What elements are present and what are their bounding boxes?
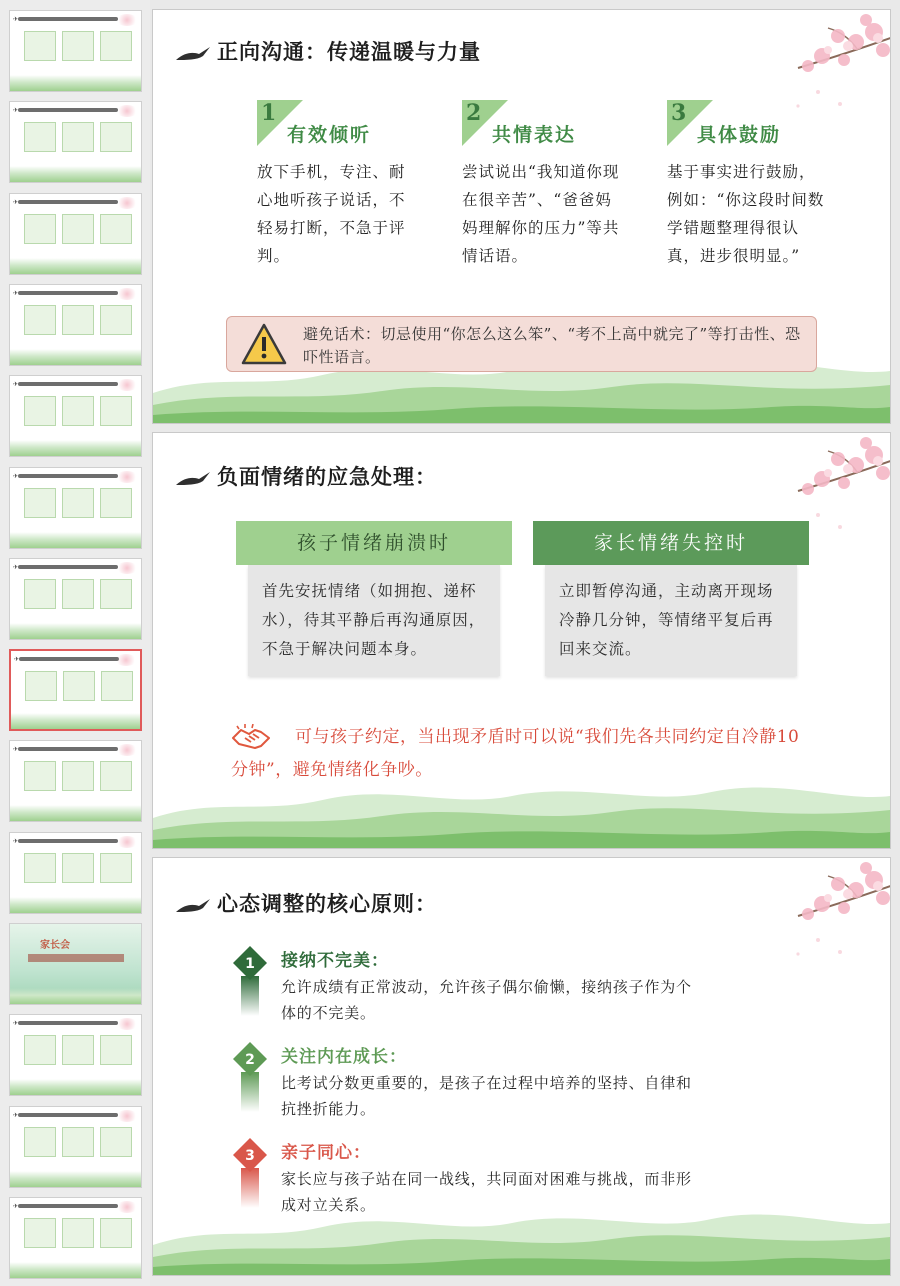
thumbnail-block [62,488,94,518]
blossom-decoration [116,471,138,483]
thumbnail-block [100,579,132,609]
principle-title: 接纳不完美： [281,951,389,971]
swallow-icon: ✈ [13,1020,19,1027]
cherry-blossom-decoration [778,9,891,116]
thumbnail-block [62,761,94,791]
slide-thumbnail[interactable] [9,740,142,822]
hills-decoration [10,532,141,548]
thumbnail-title-bar [18,382,118,386]
swallow-icon: ✈ [13,381,19,388]
principle-text: 比考试分数更重要的，是孩子在过程中培养的坚持、自律和抗挫折能力。 [281,1074,692,1118]
thumbnail-block [100,396,132,426]
hills-decoration [10,897,141,913]
number-badge-icon [233,1138,267,1208]
slide-title [175,36,481,66]
thumbnail-block [24,396,56,426]
swallow-icon: ✈ [13,564,19,571]
column-text: 尝试说出“我知道你现在很辛苦”、“爸爸妈妈理解你的压力”等共情话语。 [462,163,620,265]
blossom-decoration [116,197,138,209]
number-label: 2 [466,100,482,126]
thumbnail-title-bar [18,474,118,478]
slide-thumbnail[interactable] [9,1014,142,1096]
hills-decoration [10,166,141,182]
slide-thumbnail[interactable] [9,10,142,92]
slide-thumbnail[interactable] [9,832,142,914]
slide-thumbnail[interactable] [9,558,142,640]
agreement-tip [231,721,811,787]
principle-text: 家长应与孩子站在同一战线，共同面对困难与挑战，而非形成对立关系。 [281,1170,692,1214]
slide-thumbnail[interactable] [9,467,142,549]
thumbnail-block [24,853,56,883]
tip-text: 可与孩子约定，当出现矛盾时可以说“我们先各共同约定自冷静10分钟”，避免情绪化争吵。 [231,727,800,780]
swallow-icon: ✈ [13,838,19,845]
column-title: 共情表达 [492,124,577,146]
thumbnail-block [100,853,132,883]
thumbnail-block [25,671,57,701]
thumbnail-block [100,1218,132,1248]
thumbnail-block [62,579,94,609]
number-badge-icon [233,946,267,1016]
thumbnail-block [100,122,132,152]
swallow-icon: ✈ [14,656,20,663]
thumbnail-block [24,305,56,335]
slide-thumbnail-panel [0,0,150,1286]
cherry-blossom-decoration [778,857,891,964]
blossom-decoration [116,836,138,848]
slide-thumbnail[interactable] [9,1197,142,1279]
thumbnail-title: 家长会 [40,940,70,951]
swallow-icon: ✈ [13,746,19,753]
swallow-icon [175,44,211,64]
blossom-decoration [116,744,138,756]
thumbnail-block [24,214,56,244]
card-title: 孩子情绪崩溃时 [236,521,512,565]
swallow-icon: ✈ [13,107,19,114]
swallow-icon: ✈ [13,1203,19,1210]
thumbnail-block [100,214,132,244]
principle-title: 关注内在成长： [281,1047,407,1067]
swallow-icon [175,469,211,489]
badge-number: 2 [245,1052,255,1068]
card-title: 家长情绪失控时 [533,521,809,565]
thumbnail-block [62,122,94,152]
thumbnail-title-bar [18,1113,118,1117]
hills-decoration [10,75,141,91]
thumbnail-title-bar [18,200,118,204]
principle-3 [233,1138,733,1218]
swallow-icon: ✈ [13,16,19,23]
blossom-decoration [116,1201,138,1213]
hills-decoration [10,1171,141,1187]
thumbnail-block [62,1218,94,1248]
thumbnail-title-bar [18,1021,118,1025]
thumbnail-block [62,305,94,335]
warning-text: 避免话术：切忌使用“你怎么这么笨”、“考不上高中就完了”等打击性、恐吓性语言。 [303,325,801,366]
badge-number: 1 [245,956,255,972]
hills-decoration [10,805,141,821]
slide-title-text: 负面情绪的应急处理： [217,464,437,489]
slide-title [175,888,437,918]
thumbnail-block [100,31,132,61]
thumbnail-block [24,1035,56,1065]
thumbnail-title-bar [18,1204,118,1208]
thumbnail-title-bar [19,657,119,661]
slide-thumbnail[interactable] [9,193,142,275]
thumbnail-block [62,396,94,426]
thumbnail-block [24,31,56,61]
thumbnail-title-bar [18,291,118,295]
slide-positive-communication [152,9,891,424]
card-text: 立即暂停沟通，主动离开现场冷静几分钟，等情绪平复后再回来交流。 [545,565,797,676]
thumbnail-block [62,1127,94,1157]
card-text: 首先安抚情绪（如拥抱、递杯水），待其平静后再沟通原因，不急于解决问题本身。 [248,565,500,676]
slide-mindset-principles [152,857,891,1276]
slide-thumbnail[interactable] [9,375,142,457]
thumbnail-block [100,1035,132,1065]
thumbnail-block [100,305,132,335]
column-title: 具体鼓励 [697,124,782,146]
column-text: 基于事实进行鼓励，例如：“你这段时间数学错题整理得很认真，进步很明显。” [667,163,825,265]
card-parent-outburst [533,521,809,676]
thumbnail-title-bar [18,747,118,751]
column-text: 放下手机，专注、耐心地听孩子说话，不轻易打断，不急于评判。 [257,163,406,265]
swallow-icon [175,896,211,916]
thumbnail-block [101,671,133,701]
hills-decoration [10,1262,141,1278]
number-badge-icon [233,1042,267,1112]
thumbnail-block [24,122,56,152]
thumbnail-title-bar [18,839,118,843]
thumbnail-block [62,1035,94,1065]
hills-decoration [10,988,141,1004]
thumbnail-title-bar [18,17,118,21]
thumbnail-block [24,488,56,518]
thumbnail-title-bar [18,565,118,569]
swallow-icon: ✈ [13,199,19,206]
card-child-breakdown [236,521,512,676]
hills-decoration [10,258,141,274]
blossom-decoration [116,562,138,574]
blossom-decoration [116,105,138,117]
hills-decoration [10,623,141,639]
thumbnail-block [100,488,132,518]
thumbnail-block [24,761,56,791]
slide-thumbnail[interactable] [9,649,142,731]
thumbnail-banner [28,954,124,962]
blossom-decoration [116,14,138,26]
slide-emotion-handling [152,432,891,849]
thumbnail-block [63,671,95,701]
thumbnail-block [62,214,94,244]
number-label: 3 [671,100,687,126]
hills-decoration [10,349,141,365]
thumbnail-block [24,1127,56,1157]
slide-thumbnail[interactable] [9,284,142,366]
slide-thumbnail[interactable] [9,923,142,1005]
swallow-icon: ✈ [13,1112,19,1119]
handshake-icon [231,724,271,752]
hills-decoration [10,1079,141,1095]
swallow-icon: ✈ [13,473,19,480]
slide-title-text: 心态调整的核心原则： [217,891,437,916]
blossom-decoration [116,379,138,391]
thumbnail-block [100,761,132,791]
thumbnail-block [24,1218,56,1248]
principle-text: 允许成绩有正常波动，允许孩子偶尔偷懒，接纳孩子作为个体的不完美。 [281,978,692,1022]
hills-decoration [10,440,141,456]
blossom-decoration [116,1110,138,1122]
slide-title-text: 正向沟通：传递温暖与力量 [217,39,481,64]
thumbnail-block [24,579,56,609]
blossom-decoration [115,654,137,666]
warning-box [226,316,817,372]
badge-number: 3 [245,1148,255,1164]
blossom-decoration [116,288,138,300]
thumbnail-title-bar [18,108,118,112]
green-hills-decoration [153,778,890,848]
principle-1 [233,946,733,1026]
thumbnail-block [62,853,94,883]
column-title: 有效倾听 [287,124,372,146]
slide-title [175,461,437,491]
slide-thumbnail[interactable] [9,101,142,183]
principle-title: 亲子同心： [281,1143,371,1163]
slide-thumbnail[interactable] [9,1106,142,1188]
principle-2 [233,1042,733,1122]
thumbnail-block [62,31,94,61]
blossom-decoration [116,1018,138,1030]
warning-triangle-icon [241,323,287,365]
thumbnail-block [100,1127,132,1157]
swallow-icon: ✈ [13,290,19,297]
hills-decoration [11,713,140,729]
number-label: 1 [261,100,277,126]
